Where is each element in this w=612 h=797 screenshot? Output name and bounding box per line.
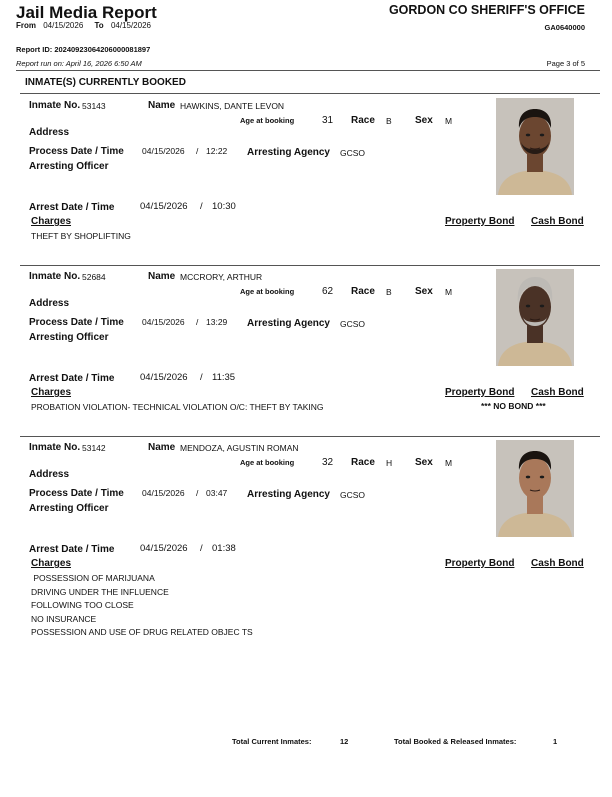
arresting-officer-label: Arresting Officer — [29, 332, 109, 343]
page-number: Page 3 of 5 — [546, 59, 585, 68]
arrest-date: 04/15/2026 — [140, 201, 188, 212]
process-label: Process Date / Time — [29, 488, 124, 499]
sex-label: Sex — [415, 457, 433, 468]
age-value: 31 — [322, 115, 334, 126]
property-bond-label: Property Bond — [445, 387, 515, 398]
agency-id: GA0640000 — [544, 23, 585, 32]
process-time: 13:29 — [206, 317, 228, 327]
agency-label: Arresting Agency — [247, 489, 330, 500]
arrest-slash: / — [200, 543, 203, 554]
name-label: Name — [148, 100, 176, 111]
charges-label: Charges — [31, 216, 72, 227]
address-label: Address — [29, 298, 70, 309]
process-label: Process Date / Time — [29, 146, 124, 157]
name-label: Name — [148, 271, 176, 282]
name-value: MENDOZA, AGUSTIN ROMAN — [180, 443, 299, 453]
process-date: 04/15/2026 — [142, 317, 185, 327]
to-date: 04/15/2026 — [110, 21, 151, 30]
total-booked-value: 1 — [553, 737, 558, 746]
age-label: Age at booking — [240, 116, 295, 125]
arrest-date: 04/15/2026 — [140, 372, 188, 383]
section-title: INMATE(S) CURRENTLY BOOKED — [25, 77, 186, 88]
arresting-officer-label: Arresting Officer — [29, 503, 109, 514]
section-divider — [20, 93, 600, 94]
agency-value: GCSO — [340, 148, 366, 158]
age-label: Age at booking — [240, 287, 295, 296]
charge-item: NO INSURANCE — [31, 613, 97, 624]
inmate-record — [0, 440, 612, 637]
process-date: 04/15/2026 — [142, 146, 185, 156]
race-label: Race — [351, 115, 375, 126]
total-current-value: 12 — [340, 737, 349, 746]
process-time: 03:47 — [206, 488, 228, 498]
agency-value: GCSO — [340, 319, 366, 329]
sex-label: Sex — [415, 115, 433, 126]
arrest-label: Arrest Date / Time — [29, 202, 115, 213]
sheriff-office-name: GORDON CO SHERIFF'S OFFICE — [388, 3, 585, 17]
race-value: B — [386, 287, 392, 297]
total-current-label: Total Current Inmates: — [232, 737, 312, 746]
age-value: 62 — [322, 286, 334, 297]
charge-item: THEFT BY SHOPLIFTING — [31, 231, 131, 241]
process-date: 04/15/2026 — [142, 488, 185, 498]
record-divider — [20, 265, 600, 266]
race-value: B — [386, 116, 392, 126]
agency-value: GCSO — [340, 490, 366, 500]
race-value: H — [386, 458, 393, 468]
sex-value: M — [445, 458, 453, 468]
report-run-on: Report run on: April 16, 2026 6:50 AM — [16, 59, 142, 68]
sex-label: Sex — [415, 286, 433, 297]
race-label: Race — [351, 457, 375, 468]
property-bond-label: Property Bond — [445, 216, 515, 227]
inmate-record — [0, 269, 612, 439]
process-slash: / — [196, 317, 199, 327]
race-label: Race — [351, 286, 375, 297]
arrest-time: 10:30 — [212, 201, 236, 212]
property-bond-label: Property Bond — [445, 558, 515, 569]
charge-item: FOLLOWING TOO CLOSE — [31, 600, 134, 610]
arrest-slash: / — [200, 201, 203, 212]
sex-value: M — [445, 287, 453, 297]
from-date: 04/15/2026 — [43, 21, 84, 30]
inmate-mugshot — [496, 98, 574, 195]
inmate-no-value: 52684 — [82, 272, 106, 282]
date-range — [16, 21, 151, 30]
inmate-no-label: Inmate No. — [29, 442, 81, 453]
cash-bond-label: Cash Bond — [531, 216, 584, 227]
charges-label: Charges — [31, 558, 72, 569]
bond-note: *** NO BOND *** — [481, 401, 546, 411]
report-title: Jail Media Report — [16, 3, 157, 22]
arrest-date: 04/15/2026 — [140, 543, 188, 554]
inmate-no-label: Inmate No. — [29, 271, 81, 282]
charge-item: POSSESSION AND USE OF DRUG RELATED OBJEC TS — [31, 627, 253, 637]
charge-item: DRIVING UNDER THE INFLUENCE — [31, 586, 169, 597]
header-divider — [16, 70, 600, 71]
charge-item: PROBATION VIOLATION- TECHNICAL VIOLATION O/C: THEFT BY TAKING — [31, 402, 324, 412]
process-slash: / — [196, 488, 199, 498]
process-time: 12:22 — [206, 146, 228, 156]
age-label: Age at booking — [240, 458, 295, 467]
inmate-mugshot — [496, 440, 574, 537]
record-divider — [20, 436, 600, 437]
cash-bond-label: Cash Bond — [531, 558, 584, 569]
inmate-no-value: 53143 — [82, 101, 106, 111]
name-label: Name — [148, 442, 176, 453]
sex-value: M — [445, 116, 453, 126]
arrest-slash: / — [200, 372, 203, 383]
inmate-record — [0, 98, 612, 268]
inmate-mugshot — [496, 269, 574, 366]
address-label: Address — [29, 469, 70, 480]
charges-label: Charges — [31, 387, 72, 398]
charge-item: POSSESSION OF MARIJUANA — [31, 573, 155, 583]
arrest-label: Arrest Date / Time — [29, 544, 115, 555]
from-label: From — [16, 21, 36, 30]
name-value: MCCRORY, ARTHUR — [180, 272, 263, 282]
age-value: 32 — [322, 457, 334, 468]
agency-label: Arresting Agency — [247, 318, 330, 329]
inmate-no-label: Inmate No. — [29, 100, 81, 111]
address-label: Address — [29, 127, 70, 138]
arresting-officer-label: Arresting Officer — [29, 161, 109, 172]
agency-label: Arresting Agency — [247, 147, 330, 158]
total-booked-label: Total Booked & Released Inmates: — [394, 737, 517, 746]
process-slash: / — [196, 146, 199, 156]
to-label: To — [94, 21, 104, 30]
cash-bond-label: Cash Bond — [531, 387, 584, 398]
arrest-time: 11:35 — [212, 372, 236, 383]
arrest-time: 01:38 — [212, 543, 236, 554]
inmate-no-value: 53142 — [82, 443, 106, 453]
report-id: Report ID: 20240923064206000081897 — [16, 45, 151, 54]
name-value: HAWKINS, DANTE LEVON — [180, 101, 285, 111]
arrest-label: Arrest Date / Time — [29, 373, 115, 384]
process-label: Process Date / Time — [29, 317, 124, 328]
